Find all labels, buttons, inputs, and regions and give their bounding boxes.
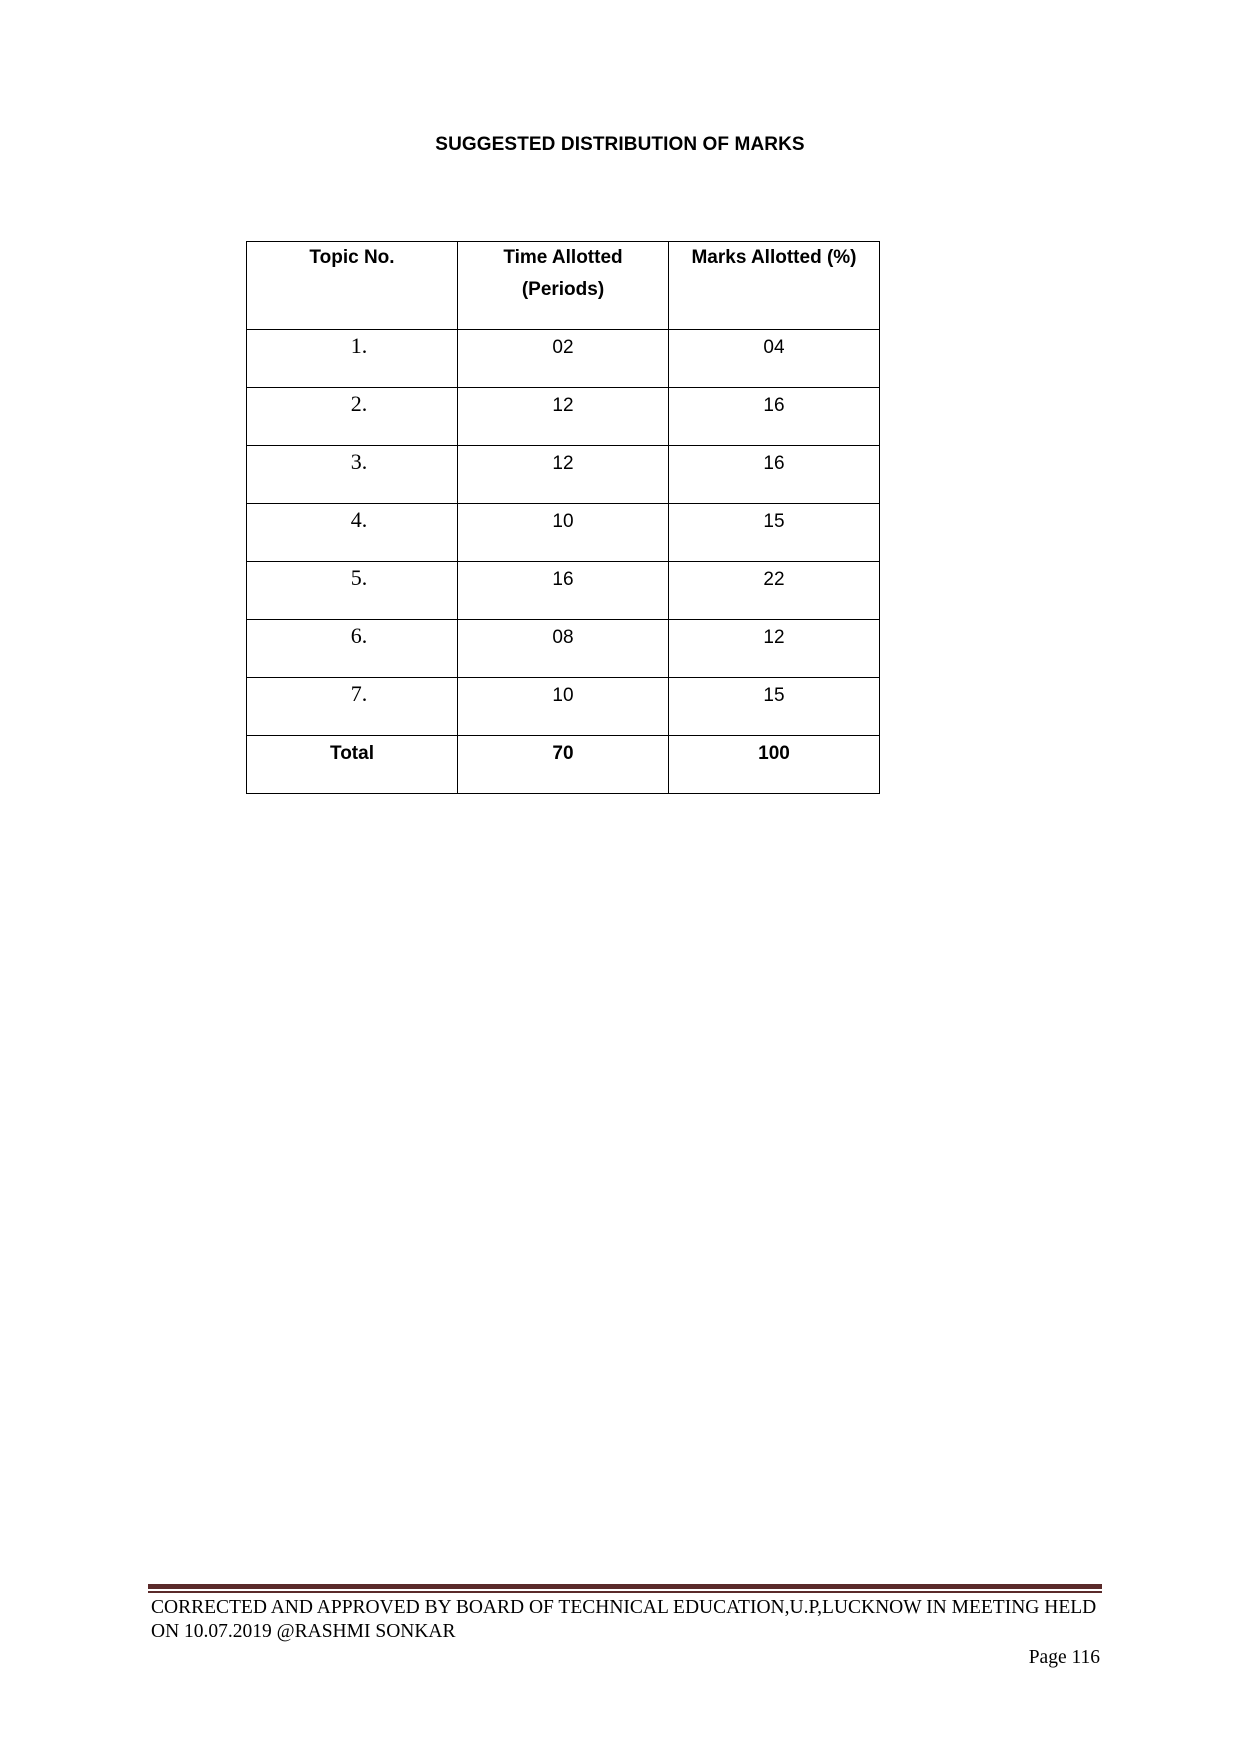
table-row xyxy=(247,388,880,446)
table-total-row xyxy=(247,736,880,794)
cell-time: 12 xyxy=(458,446,669,504)
table-row xyxy=(247,562,880,620)
cell-topic: 1. xyxy=(247,330,458,388)
cell-topic: 2. xyxy=(247,388,458,446)
cell-time: 08 xyxy=(458,620,669,678)
cell-marks: 12 xyxy=(669,620,880,678)
cell-total-marks: 100 xyxy=(669,736,880,794)
header-time-allotted: Time Allotted (Periods) xyxy=(458,242,669,330)
footer-approval-note xyxy=(151,1596,1111,1644)
table-row xyxy=(247,504,880,562)
cell-topic: 5. xyxy=(247,562,458,620)
cell-time: 12 xyxy=(458,388,669,446)
cell-topic: 4. xyxy=(247,504,458,562)
cell-time: 10 xyxy=(458,504,669,562)
page-title: SUGGESTED DISTRIBUTION OF MARKS xyxy=(435,134,805,155)
cell-marks: 16 xyxy=(669,388,880,446)
cell-time: 16 xyxy=(458,562,669,620)
footer-line-2: ON 10.07.2019 @RASHMI SONKAR xyxy=(151,1621,456,1642)
table-row xyxy=(247,446,880,504)
table-row xyxy=(247,678,880,736)
cell-marks: 15 xyxy=(669,504,880,562)
cell-marks: 16 xyxy=(669,446,880,504)
table-row xyxy=(247,330,880,388)
cell-marks: 15 xyxy=(669,678,880,736)
cell-topic: 7. xyxy=(247,678,458,736)
cell-marks: 04 xyxy=(669,330,880,388)
cell-time: 02 xyxy=(458,330,669,388)
footer-line-1: CORRECTED AND APPROVED BY BOARD OF TECHNICAL EDUCATION,U.P,LUCKNOW IN MEETING HELD xyxy=(151,1597,1097,1618)
cell-marks: 22 xyxy=(669,562,880,620)
table-row xyxy=(247,620,880,678)
header-topic-no: Topic No. xyxy=(247,242,458,330)
cell-total-time: 70 xyxy=(458,736,669,794)
footer-divider-thin xyxy=(148,1591,1102,1593)
cell-time: 10 xyxy=(458,678,669,736)
marks-distribution-table xyxy=(246,241,880,794)
cell-topic: 3. xyxy=(247,446,458,504)
header-marks-allotted: Marks Allotted (%) xyxy=(669,242,880,330)
table-header-row xyxy=(247,242,880,330)
page-number: Page 116 xyxy=(1028,1647,1100,1668)
cell-total-label: Total xyxy=(247,736,458,794)
footer-divider xyxy=(148,1584,1102,1589)
cell-topic: 6. xyxy=(247,620,458,678)
